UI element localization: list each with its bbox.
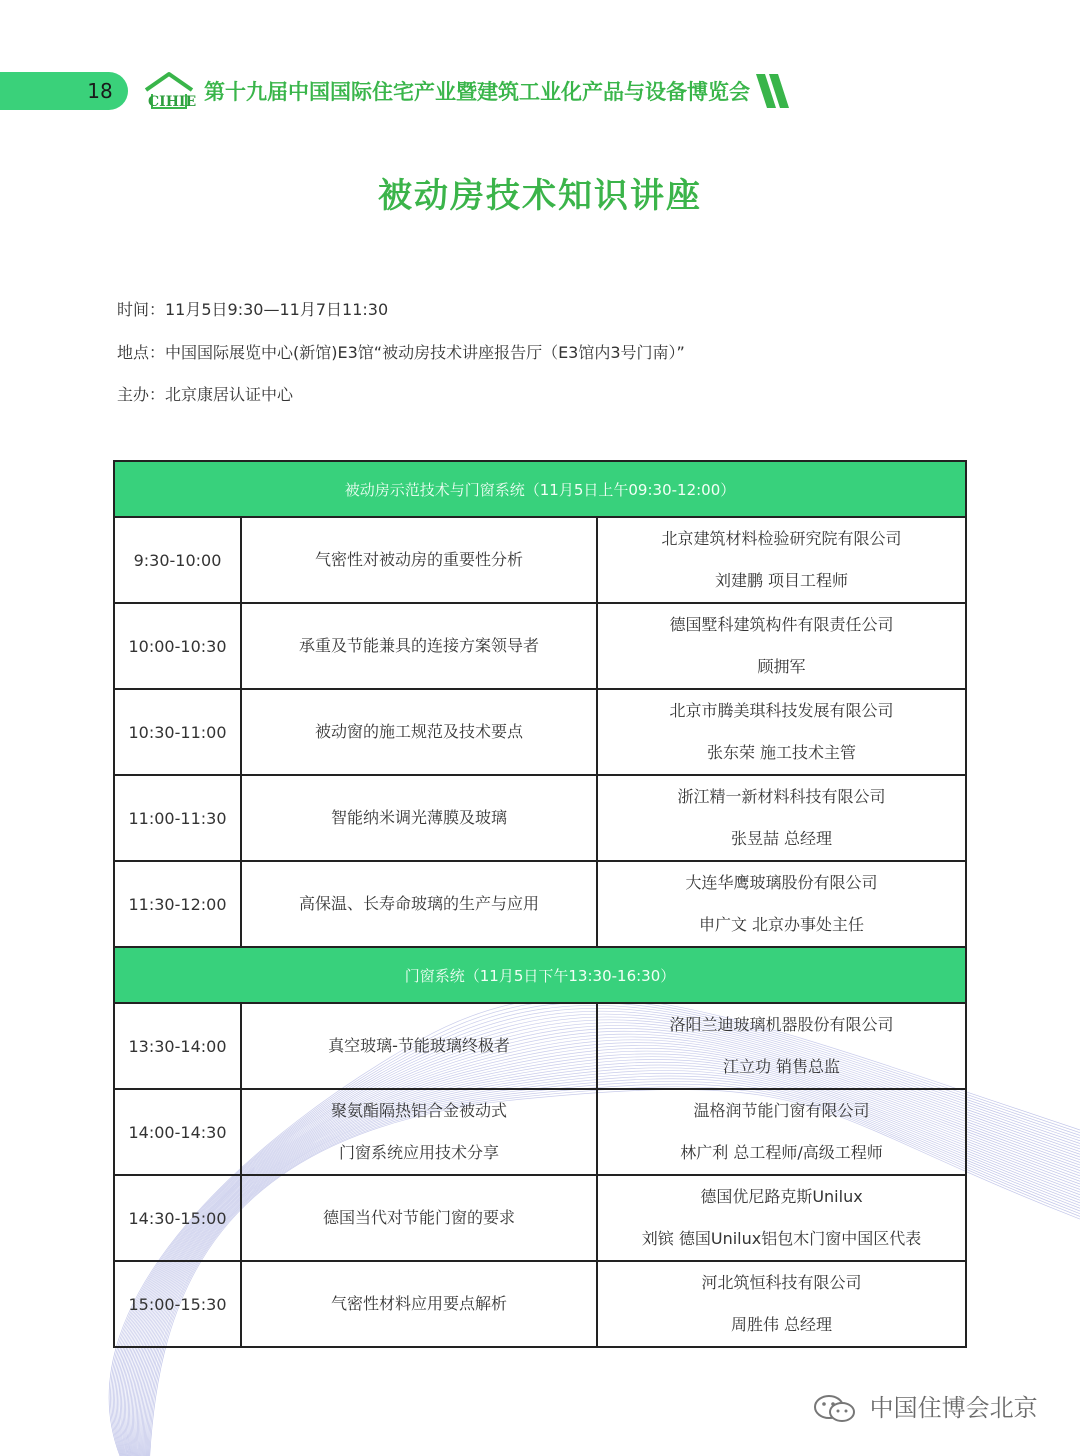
session-time: 10:30-11:00: [114, 689, 241, 775]
watermark-text: 中国住博会北京: [869, 1394, 1038, 1422]
speaker-cell: [597, 861, 966, 947]
event-location: 地点：中国国际展览中心(新馆)E3馆“被动房技术讲座报告厅（E3馆内3号门南）”: [117, 343, 685, 362]
table-row: [114, 1003, 966, 1089]
topic-line: 智能纳米调光薄膜及玻璃: [330, 808, 507, 827]
table-row: [114, 1089, 966, 1175]
speaker-cell: [597, 775, 966, 861]
speaker-organization: 浙江精一新材料科技有限公司: [677, 787, 886, 806]
session-topic: [241, 861, 597, 947]
speaker-organization: 温格润节能门窗有限公司: [693, 1101, 870, 1120]
speaker-cell: [597, 1003, 966, 1089]
watermark: [812, 1388, 1038, 1428]
session-time: 11:30-12:00: [114, 861, 241, 947]
session-time: 13:30-14:00: [114, 1003, 241, 1089]
speaker-cell: [597, 689, 966, 775]
session-topic: [241, 775, 597, 861]
table-row: [114, 517, 966, 603]
speaker-organization: 德国墅科建筑构件有限责任公司: [669, 615, 894, 634]
table-row: [114, 1175, 966, 1261]
session-topic: [241, 1175, 597, 1261]
session-time: 14:30-15:00: [114, 1175, 241, 1261]
speaker-organization: 河北筑恒科技有限公司: [701, 1273, 862, 1292]
speaker-name: 林广利 总工程师/高级工程师: [680, 1143, 883, 1162]
session-time: 10:00-10:30: [114, 603, 241, 689]
speaker-organization: 北京市腾美琪科技发展有限公司: [669, 701, 894, 720]
speaker-organization: 北京建筑材料检验研究院有限公司: [661, 529, 902, 548]
topic-line: 气密性材料应用要点解析: [330, 1294, 507, 1313]
topic-line: 德国当代对节能门窗的要求: [322, 1208, 515, 1227]
table-row: [114, 689, 966, 775]
topic-line: 气密性对被动房的重要性分析: [314, 550, 523, 569]
speaker-name: 江立功 销售总监: [722, 1057, 841, 1076]
topic-line: 高保温、长寿命玻璃的生产与应用: [298, 894, 539, 913]
topic-line: 被动窗的施工规范及技术要点: [314, 722, 523, 741]
event-time: 时间：11月5日9:30—11月7日11:30: [117, 300, 389, 319]
topic-line: 聚氨酯隔热铝合金被动式: [330, 1101, 507, 1120]
topic-line: 承重及节能兼具的连接方案领导者: [298, 636, 539, 655]
page-number: 18: [87, 79, 113, 103]
table-row: [114, 861, 966, 947]
section-title: 被动房示范技术与门窗系统（11月5日上午09:30-12:00）: [114, 461, 966, 517]
speaker-name: 张昱喆 总经理: [730, 829, 833, 848]
session-time: 15:00-15:30: [114, 1261, 241, 1347]
topic-line: 门窗系统应用技术分享: [338, 1143, 499, 1162]
table-row: [114, 775, 966, 861]
speaker-cell: [597, 517, 966, 603]
session-topic: [241, 689, 597, 775]
event-organizer: 主办：北京康居认证中心: [117, 385, 294, 404]
session-topic: [241, 1089, 597, 1175]
speaker-name: 顾拥军: [757, 657, 806, 676]
session-topic: [241, 517, 597, 603]
session-topic: [241, 603, 597, 689]
page-title: 被动房技术知识讲座: [378, 176, 702, 216]
section-title: 门窗系统（11月5日下午13:30-16:30）: [114, 947, 966, 1003]
table-row: [114, 603, 966, 689]
expo-title: 第十九届中国国际住宅产业暨建筑工业化产品与设备博览会: [204, 79, 750, 104]
session-time: 9:30-10:00: [114, 517, 241, 603]
speaker-cell: [597, 1175, 966, 1261]
speaker-name: 刘镔 德国Unilux铝包木门窗中国区代表: [641, 1229, 922, 1248]
speaker-organization: 德国优尼路克斯Unilux: [700, 1187, 863, 1206]
speaker-organization: 大连华鹰玻璃股份有限公司: [685, 873, 878, 892]
speaker-name: 刘建鹏 项目工程师: [714, 571, 849, 590]
table-row: [114, 1261, 966, 1347]
session-topic: [241, 1003, 597, 1089]
schedule-table: [113, 460, 967, 1348]
speaker-cell: [597, 1089, 966, 1175]
session-time: 11:00-11:30: [114, 775, 241, 861]
double-slash-icon: [756, 74, 796, 108]
logo-text: CIHIE: [148, 94, 197, 110]
speaker-organization: 洛阳兰迪玻璃机器股份有限公司: [669, 1015, 894, 1034]
speaker-cell: [597, 603, 966, 689]
speaker-name: 张东荣 施工技术主管: [706, 743, 857, 762]
topic-line: 真空玻璃-节能玻璃终极者: [328, 1036, 510, 1055]
session-time: 14:00-14:30: [114, 1089, 241, 1175]
speaker-name: 周胜伟 总经理: [730, 1315, 833, 1334]
session-topic: [241, 1261, 597, 1347]
speaker-name: 申广文 北京办事处主任: [698, 915, 865, 934]
speaker-cell: [597, 1261, 966, 1347]
section-header-row: [114, 461, 966, 517]
house-logo-icon: [140, 68, 198, 114]
section-header-row: [114, 947, 966, 1003]
wechat-icon: [812, 1394, 858, 1424]
